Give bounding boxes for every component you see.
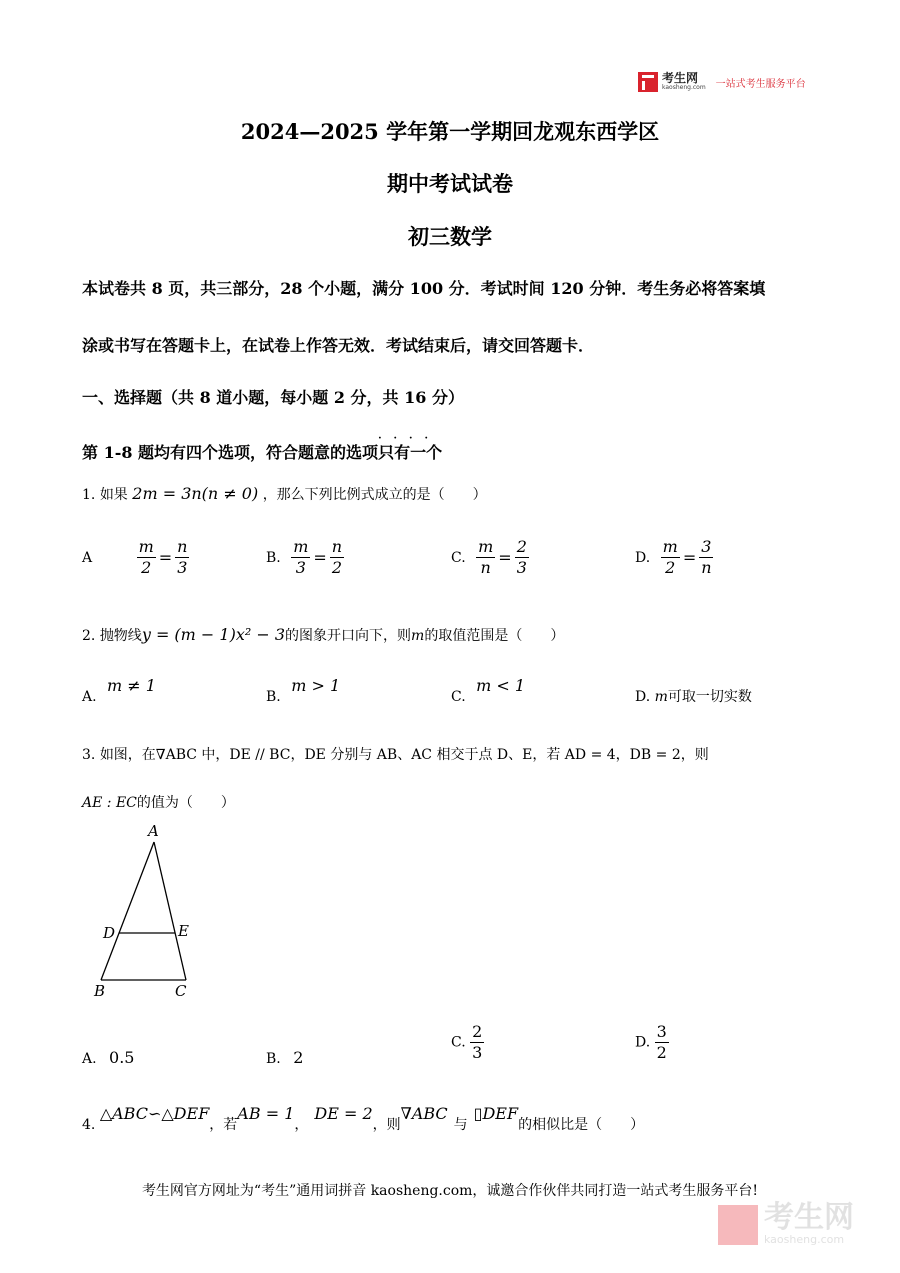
- q3-option-b[interactable]: [266, 1048, 303, 1067]
- label-b: B: [94, 982, 106, 1000]
- section-note: [82, 433, 443, 463]
- q3-option-c[interactable]: [451, 1022, 484, 1063]
- fraction: $\frac{n}{3}$: [177, 537, 188, 577]
- side-ac: [154, 842, 186, 980]
- q3-option-d[interactable]: [635, 1022, 669, 1063]
- q1-option-b[interactable]: [266, 537, 344, 578]
- label-d: D: [103, 924, 116, 942]
- option-label: A: [82, 549, 93, 566]
- equals-sign: =: [158, 548, 173, 567]
- q1-option-d[interactable]: [635, 537, 714, 578]
- fraction: $\frac{3}{n}$: [701, 537, 712, 577]
- watermark: [718, 1200, 854, 1246]
- option-label: D.: [635, 689, 651, 705]
- kaosheng-logo-icon: [638, 72, 658, 92]
- q3-line1: 如图，在∇ABC 中，DE // BC，DE 分别与 AB、AC 相交于点 D、E，若 AD = 4，DB = 2，则: [99, 747, 709, 763]
- fraction: $\frac{m}{n}$: [478, 537, 494, 577]
- exam-subtitle: 期中考试试卷: [387, 171, 513, 196]
- option-label: C.: [451, 1034, 466, 1051]
- fraction: $\frac{2}{3}$: [472, 1022, 483, 1062]
- equals-sign: =: [313, 548, 327, 567]
- question-3: [82, 744, 709, 764]
- fraction: $\frac{m}{3}$: [293, 537, 309, 577]
- q4-tail: 的相似比是（ ）: [518, 1117, 645, 1133]
- question-3-line2: [82, 792, 235, 812]
- label-a: A: [148, 822, 159, 840]
- option-text: m: [654, 689, 668, 705]
- fraction: $\frac{3}{2}$: [656, 1022, 667, 1062]
- section-note-prefix: 第 1-8 题均有四个选项，符合题意的选项: [82, 443, 379, 462]
- q1-option-a[interactable]: [82, 537, 189, 578]
- option-text: 0.5: [109, 1048, 135, 1067]
- label-c: C: [175, 982, 187, 1000]
- question-2: [82, 625, 564, 645]
- q2-var: m: [411, 628, 425, 644]
- logo-name: 考生网: [662, 71, 699, 85]
- watermark-logo-icon: [718, 1205, 758, 1245]
- option-label: A.: [82, 1051, 97, 1067]
- intro-line-1: 本试卷共 8 页，共三部分，28 个小题，满分 100 分．考试时间 120 分钟．考生务必将答案填: [82, 279, 766, 298]
- q4-part2: ，则: [372, 1117, 401, 1133]
- q2-prefix: 抛物线: [99, 628, 142, 644]
- header-logo: [638, 72, 806, 92]
- q1-condition: 2m = 3n(n ≠ 0): [132, 484, 259, 503]
- q2-formula: y = (m − 1)x² − 3: [141, 625, 286, 644]
- q3-number: 3.: [82, 747, 96, 763]
- q2-option-a[interactable]: [82, 676, 156, 705]
- logo-domain: kaosheng.com: [662, 84, 706, 91]
- q3-option-a[interactable]: [82, 1048, 134, 1067]
- fraction: $\frac{m}{2}$: [662, 537, 678, 577]
- q3-line2-text: 的值为（ ）: [136, 795, 235, 811]
- q4-similar: △ABC∽△DEF: [99, 1104, 210, 1123]
- q4-number: 4.: [82, 1117, 96, 1133]
- q2-option-c[interactable]: [451, 676, 526, 705]
- q4-de: DE = 2: [314, 1104, 373, 1123]
- q1-suffix: ，那么下列比例式成立的是（ ）: [262, 487, 487, 503]
- q1-number: 1.: [82, 487, 96, 503]
- option-label: D.: [635, 1034, 651, 1051]
- option-label: B.: [266, 1051, 281, 1067]
- emphasis-dots: ····: [378, 433, 440, 444]
- label-e: E: [178, 922, 189, 940]
- watermark-domain: kaosheng.com: [764, 1233, 845, 1246]
- q1-option-c[interactable]: [451, 537, 529, 578]
- logo-slogan: 一站式考生服务平台: [715, 78, 806, 90]
- option-label: B.: [266, 689, 281, 705]
- equals-sign: =: [682, 548, 697, 567]
- q2-suffix: 的取值范围是（ ）: [424, 628, 565, 644]
- option-text: 2: [293, 1048, 304, 1067]
- intro-line-2: 涂或书写在答题卡上，在试卷上作答无效．考试结束后，请交回答题卡．: [82, 336, 595, 355]
- q1-prefix: 如果: [99, 487, 128, 503]
- section-heading: 一、选择题（共 8 道小题，每小题 2 分，共 16 分）: [82, 388, 464, 407]
- option-label: A.: [82, 689, 97, 705]
- footer-text: 考生网官方网址为“考生”通用词拼音 kaosheng.com，诚邀合作伙伴共同打造一站式考生服务平台!: [141, 1183, 759, 1199]
- option-label: C.: [451, 689, 466, 705]
- q4-with: 与: [453, 1117, 468, 1133]
- q4-part1: ，若: [209, 1117, 238, 1133]
- q4-sep: ，: [294, 1117, 309, 1133]
- option-tail: 可取一切实数: [667, 689, 752, 705]
- q4-abc: ∇ABC: [400, 1104, 448, 1123]
- q3-ratio: AE : EC: [82, 795, 137, 811]
- fraction: $\frac{m}{2}$: [138, 537, 154, 577]
- fraction: $\frac{2}{3}$: [516, 537, 527, 577]
- option-text: m ≠ 1: [107, 676, 156, 695]
- q2-number: 2.: [82, 628, 96, 644]
- q2-option-b[interactable]: [266, 676, 341, 705]
- q2-mid: 的图象开口向下，则: [285, 628, 412, 644]
- q4-ab: AB = 1: [237, 1104, 295, 1123]
- fraction: $\frac{n}{2}$: [331, 537, 343, 577]
- question-4: [82, 1104, 645, 1133]
- option-label: B.: [266, 549, 281, 566]
- option-label: C.: [451, 549, 466, 566]
- equals-sign: =: [498, 548, 512, 567]
- exam-title: 2024—2025 学年第一学期回龙观东西学区: [240, 119, 660, 144]
- question-1: [82, 484, 487, 504]
- option-text: m < 1: [476, 676, 526, 695]
- exam-subject: 初三数学: [408, 224, 492, 249]
- watermark-name: 考生网: [764, 1200, 854, 1235]
- q4-def: ▯DEF: [473, 1104, 519, 1123]
- side-ab: [101, 842, 154, 980]
- q2-option-d[interactable]: [635, 686, 752, 706]
- section-note-emphasis: ···· 只有一个: [378, 433, 443, 462]
- option-text: m > 1: [291, 676, 341, 695]
- triangle-figure: [88, 820, 208, 1005]
- option-label: D.: [635, 549, 651, 566]
